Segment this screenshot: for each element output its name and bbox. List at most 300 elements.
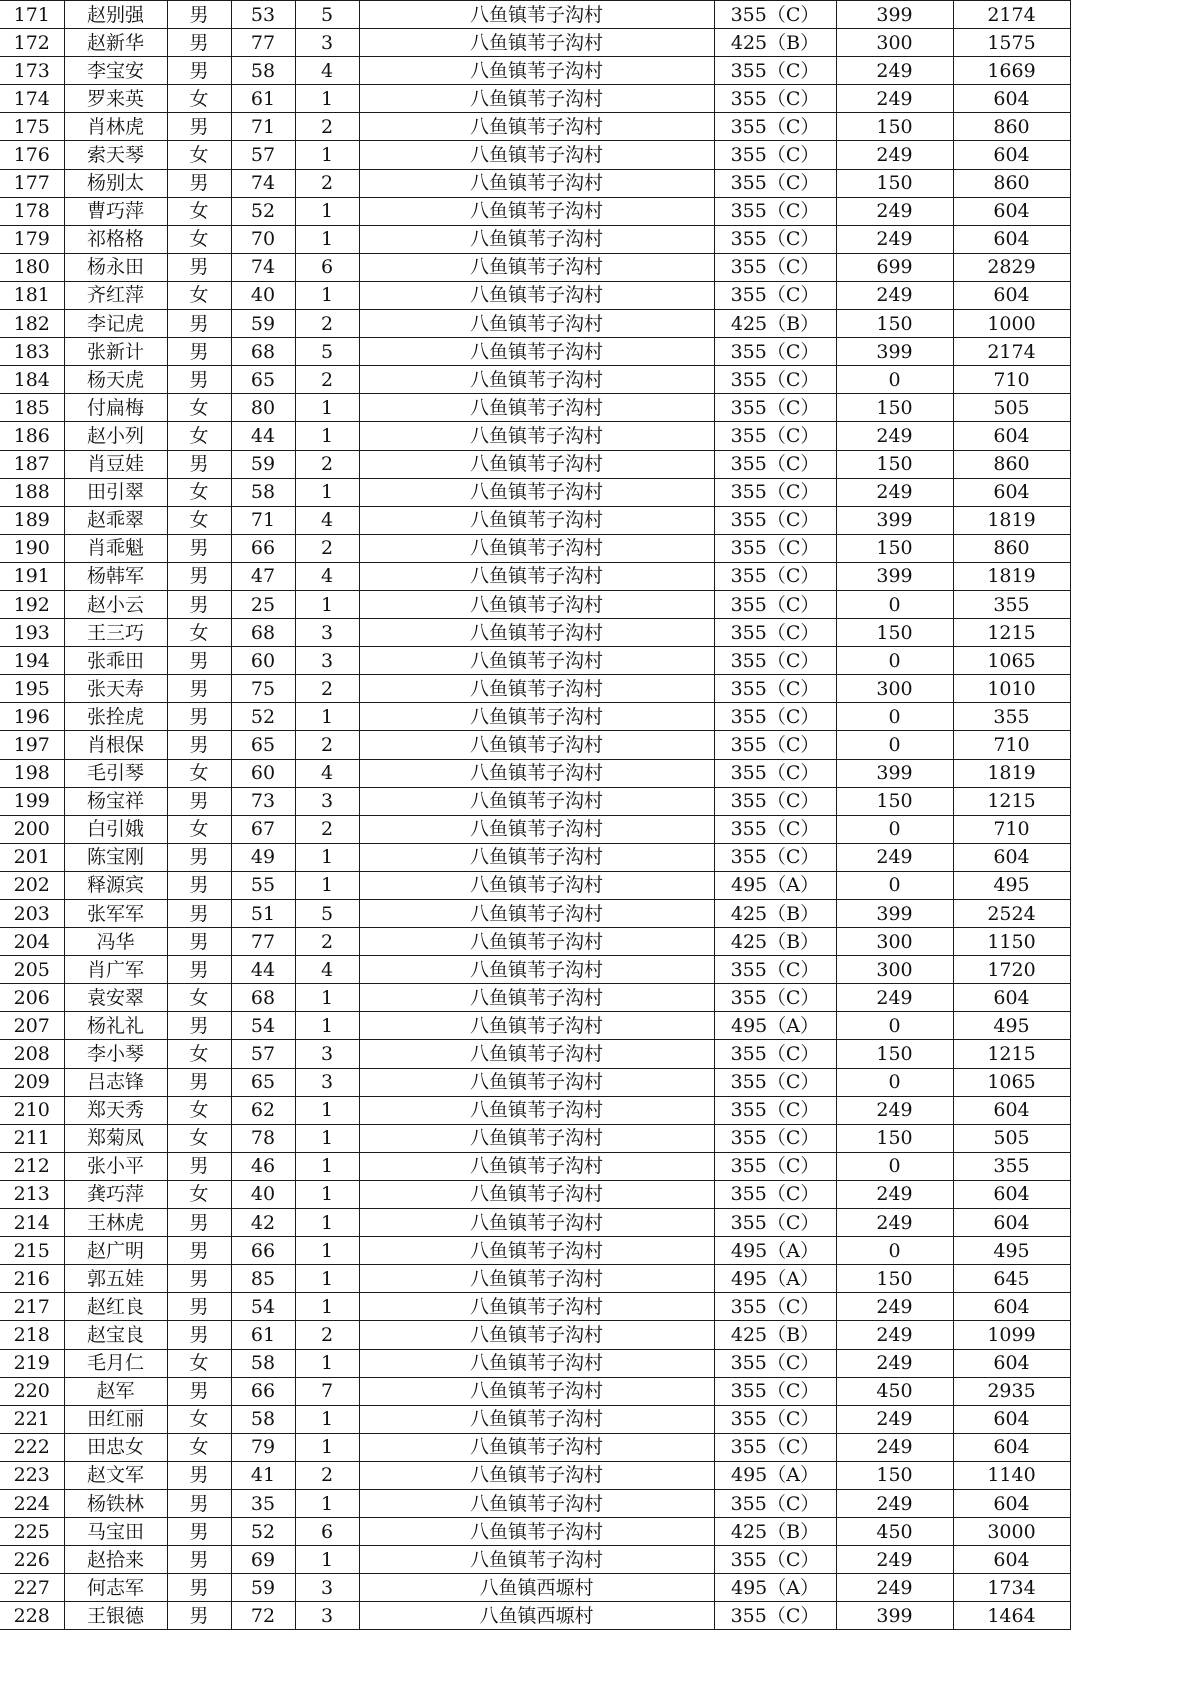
cell-person-name: 吕志锋 bbox=[64, 1068, 167, 1096]
cell-standard: 355（C） bbox=[714, 1040, 836, 1068]
cell-village: 八鱼镇苇子沟村 bbox=[359, 1180, 714, 1208]
cell-total: 1464 bbox=[953, 1602, 1070, 1630]
cell-person-name: 赵拾来 bbox=[64, 1546, 167, 1574]
cell-person-name: 赵广明 bbox=[64, 1237, 167, 1265]
cell-standard: 495（A） bbox=[714, 1461, 836, 1489]
cell-village: 八鱼镇苇子沟村 bbox=[359, 1096, 714, 1124]
cell-total: 710 bbox=[953, 366, 1070, 394]
cell-person-name: 赵军 bbox=[64, 1377, 167, 1405]
table-row bbox=[0, 1012, 1070, 1040]
cell-total: 1099 bbox=[953, 1321, 1070, 1349]
cell-supplement: 0 bbox=[836, 1152, 953, 1180]
cell-total: 604 bbox=[953, 1293, 1070, 1321]
cell-gender: 男 bbox=[167, 1265, 231, 1293]
cell-standard: 355（C） bbox=[714, 731, 836, 759]
cell-supplement: 150 bbox=[836, 394, 953, 422]
cell-standard: 355（C） bbox=[714, 1349, 836, 1377]
cell-supplement: 249 bbox=[836, 422, 953, 450]
cell-supplement: 0 bbox=[836, 731, 953, 759]
table-row bbox=[0, 1040, 1070, 1068]
table-row bbox=[0, 1096, 1070, 1124]
cell-standard: 355（C） bbox=[714, 113, 836, 141]
cell-village: 八鱼镇苇子沟村 bbox=[359, 1349, 714, 1377]
cell-total: 604 bbox=[953, 1096, 1070, 1124]
cell-total: 1215 bbox=[953, 787, 1070, 815]
cell-standard: 355（C） bbox=[714, 1546, 836, 1574]
cell-total: 604 bbox=[953, 1546, 1070, 1574]
cell-total: 2174 bbox=[953, 1, 1070, 29]
cell-total: 1819 bbox=[953, 562, 1070, 590]
cell-row-number: 206 bbox=[0, 984, 64, 1012]
cell-age: 58 bbox=[231, 478, 295, 506]
cell-supplement: 399 bbox=[836, 562, 953, 590]
table-row bbox=[0, 956, 1070, 984]
cell-row-number: 185 bbox=[0, 394, 64, 422]
cell-gender: 男 bbox=[167, 675, 231, 703]
cell-total: 1065 bbox=[953, 1068, 1070, 1096]
cell-village: 八鱼镇苇子沟村 bbox=[359, 871, 714, 899]
cell-gender: 男 bbox=[167, 647, 231, 675]
cell-age: 53 bbox=[231, 1, 295, 29]
cell-gender: 女 bbox=[167, 281, 231, 309]
cell-household-size: 1 bbox=[295, 1433, 359, 1461]
cell-standard: 355（C） bbox=[714, 1405, 836, 1433]
table-row bbox=[0, 1209, 1070, 1237]
cell-supplement: 150 bbox=[836, 1124, 953, 1152]
cell-person-name: 张乖田 bbox=[64, 647, 167, 675]
cell-row-number: 179 bbox=[0, 225, 64, 253]
cell-age: 58 bbox=[231, 1405, 295, 1433]
cell-supplement: 150 bbox=[836, 113, 953, 141]
cell-person-name: 赵小云 bbox=[64, 590, 167, 618]
table-row bbox=[0, 253, 1070, 281]
cell-gender: 男 bbox=[167, 1574, 231, 1602]
cell-person-name: 马宝田 bbox=[64, 1518, 167, 1546]
cell-household-size: 4 bbox=[295, 506, 359, 534]
table-row bbox=[0, 1321, 1070, 1349]
cell-village: 八鱼镇苇子沟村 bbox=[359, 1293, 714, 1321]
cell-village: 八鱼镇苇子沟村 bbox=[359, 1265, 714, 1293]
cell-village: 八鱼镇苇子沟村 bbox=[359, 281, 714, 309]
cell-row-number: 204 bbox=[0, 928, 64, 956]
cell-household-size: 2 bbox=[295, 815, 359, 843]
cell-total: 860 bbox=[953, 113, 1070, 141]
cell-supplement: 249 bbox=[836, 281, 953, 309]
cell-age: 66 bbox=[231, 1377, 295, 1405]
table-row bbox=[0, 703, 1070, 731]
cell-gender: 男 bbox=[167, 787, 231, 815]
cell-total: 604 bbox=[953, 225, 1070, 253]
cell-total: 604 bbox=[953, 1433, 1070, 1461]
cell-supplement: 0 bbox=[836, 1237, 953, 1265]
cell-row-number: 209 bbox=[0, 1068, 64, 1096]
cell-standard: 355（C） bbox=[714, 1068, 836, 1096]
cell-standard: 355（C） bbox=[714, 843, 836, 871]
cell-village: 八鱼镇苇子沟村 bbox=[359, 253, 714, 281]
cell-household-size: 3 bbox=[295, 29, 359, 57]
cell-supplement: 399 bbox=[836, 900, 953, 928]
table-row bbox=[0, 928, 1070, 956]
cell-row-number: 181 bbox=[0, 281, 64, 309]
cell-gender: 女 bbox=[167, 1124, 231, 1152]
cell-age: 66 bbox=[231, 1237, 295, 1265]
cell-standard: 355（C） bbox=[714, 506, 836, 534]
cell-household-size: 4 bbox=[295, 562, 359, 590]
cell-household-size: 1 bbox=[295, 1293, 359, 1321]
cell-gender: 男 bbox=[167, 871, 231, 899]
cell-village: 八鱼镇苇子沟村 bbox=[359, 1461, 714, 1489]
cell-age: 77 bbox=[231, 928, 295, 956]
cell-total: 1010 bbox=[953, 675, 1070, 703]
cell-village: 八鱼镇苇子沟村 bbox=[359, 1152, 714, 1180]
cell-row-number: 184 bbox=[0, 366, 64, 394]
cell-age: 52 bbox=[231, 197, 295, 225]
cell-standard: 355（C） bbox=[714, 394, 836, 422]
cell-household-size: 5 bbox=[295, 338, 359, 366]
cell-age: 46 bbox=[231, 1152, 295, 1180]
cell-person-name: 冯华 bbox=[64, 928, 167, 956]
cell-supplement: 249 bbox=[836, 843, 953, 871]
cell-age: 59 bbox=[231, 450, 295, 478]
cell-supplement: 249 bbox=[836, 984, 953, 1012]
cell-household-size: 3 bbox=[295, 619, 359, 647]
cell-supplement: 249 bbox=[836, 1096, 953, 1124]
cell-household-size: 1 bbox=[295, 843, 359, 871]
cell-person-name: 杨天虎 bbox=[64, 366, 167, 394]
cell-row-number: 201 bbox=[0, 843, 64, 871]
cell-standard: 355（C） bbox=[714, 647, 836, 675]
cell-gender: 女 bbox=[167, 85, 231, 113]
cell-village: 八鱼镇苇子沟村 bbox=[359, 843, 714, 871]
cell-total: 604 bbox=[953, 422, 1070, 450]
cell-standard: 355（C） bbox=[714, 759, 836, 787]
cell-standard: 355（C） bbox=[714, 450, 836, 478]
cell-total: 604 bbox=[953, 843, 1070, 871]
cell-gender: 男 bbox=[167, 703, 231, 731]
cell-age: 25 bbox=[231, 590, 295, 618]
cell-household-size: 2 bbox=[295, 1321, 359, 1349]
cell-village: 八鱼镇苇子沟村 bbox=[359, 1237, 714, 1265]
cell-village: 八鱼镇苇子沟村 bbox=[359, 169, 714, 197]
table-row bbox=[0, 506, 1070, 534]
table-row bbox=[0, 85, 1070, 113]
cell-row-number: 205 bbox=[0, 956, 64, 984]
cell-person-name: 郭五娃 bbox=[64, 1265, 167, 1293]
cell-standard: 425（B） bbox=[714, 900, 836, 928]
cell-household-size: 1 bbox=[295, 1405, 359, 1433]
cell-household-size: 1 bbox=[295, 1012, 359, 1040]
cell-person-name: 释源宾 bbox=[64, 871, 167, 899]
cell-person-name: 何志军 bbox=[64, 1574, 167, 1602]
cell-age: 69 bbox=[231, 1546, 295, 1574]
cell-total: 355 bbox=[953, 590, 1070, 618]
cell-standard: 425（B） bbox=[714, 29, 836, 57]
cell-age: 75 bbox=[231, 675, 295, 703]
cell-gender: 男 bbox=[167, 843, 231, 871]
table-row bbox=[0, 1152, 1070, 1180]
cell-person-name: 肖乖魁 bbox=[64, 534, 167, 562]
table-row bbox=[0, 225, 1070, 253]
cell-row-number: 173 bbox=[0, 57, 64, 85]
cell-age: 77 bbox=[231, 29, 295, 57]
cell-household-size: 5 bbox=[295, 900, 359, 928]
cell-standard: 355（C） bbox=[714, 281, 836, 309]
cell-supplement: 450 bbox=[836, 1518, 953, 1546]
cell-age: 74 bbox=[231, 169, 295, 197]
cell-person-name: 杨韩军 bbox=[64, 562, 167, 590]
cell-age: 49 bbox=[231, 843, 295, 871]
cell-village: 八鱼镇苇子沟村 bbox=[359, 1068, 714, 1096]
cell-household-size: 2 bbox=[295, 731, 359, 759]
cell-supplement: 150 bbox=[836, 619, 953, 647]
cell-village: 八鱼镇苇子沟村 bbox=[359, 619, 714, 647]
cell-village: 八鱼镇苇子沟村 bbox=[359, 534, 714, 562]
cell-household-size: 1 bbox=[295, 1237, 359, 1265]
cell-total: 604 bbox=[953, 1405, 1070, 1433]
cell-row-number: 190 bbox=[0, 534, 64, 562]
cell-gender: 女 bbox=[167, 478, 231, 506]
cell-household-size: 3 bbox=[295, 787, 359, 815]
cell-village: 八鱼镇苇子沟村 bbox=[359, 731, 714, 759]
cell-standard: 425（B） bbox=[714, 928, 836, 956]
cell-total: 645 bbox=[953, 1265, 1070, 1293]
table-row bbox=[0, 478, 1070, 506]
cell-household-size: 2 bbox=[295, 113, 359, 141]
cell-person-name: 张拴虎 bbox=[64, 703, 167, 731]
cell-standard: 355（C） bbox=[714, 197, 836, 225]
cell-row-number: 220 bbox=[0, 1377, 64, 1405]
cell-village: 八鱼镇西塬村 bbox=[359, 1574, 714, 1602]
cell-village: 八鱼镇苇子沟村 bbox=[359, 1012, 714, 1040]
table-row bbox=[0, 1461, 1070, 1489]
cell-gender: 女 bbox=[167, 197, 231, 225]
cell-total: 1150 bbox=[953, 928, 1070, 956]
cell-standard: 355（C） bbox=[714, 141, 836, 169]
cell-person-name: 龚巧萍 bbox=[64, 1180, 167, 1208]
cell-supplement: 249 bbox=[836, 1180, 953, 1208]
cell-gender: 男 bbox=[167, 113, 231, 141]
cell-village: 八鱼镇苇子沟村 bbox=[359, 703, 714, 731]
cell-person-name: 张新计 bbox=[64, 338, 167, 366]
cell-total: 1669 bbox=[953, 57, 1070, 85]
cell-village: 八鱼镇苇子沟村 bbox=[359, 1377, 714, 1405]
cell-gender: 男 bbox=[167, 1602, 231, 1630]
cell-gender: 男 bbox=[167, 534, 231, 562]
cell-row-number: 222 bbox=[0, 1433, 64, 1461]
cell-age: 57 bbox=[231, 1040, 295, 1068]
cell-gender: 男 bbox=[167, 956, 231, 984]
cell-row-number: 172 bbox=[0, 29, 64, 57]
cell-standard: 355（C） bbox=[714, 562, 836, 590]
cell-person-name: 赵别强 bbox=[64, 1, 167, 29]
cell-age: 54 bbox=[231, 1012, 295, 1040]
cell-row-number: 212 bbox=[0, 1152, 64, 1180]
cell-supplement: 249 bbox=[836, 1489, 953, 1517]
cell-supplement: 399 bbox=[836, 338, 953, 366]
cell-standard: 355（C） bbox=[714, 1377, 836, 1405]
cell-total: 604 bbox=[953, 478, 1070, 506]
cell-age: 62 bbox=[231, 1096, 295, 1124]
cell-person-name: 杨永田 bbox=[64, 253, 167, 281]
table-row bbox=[0, 1518, 1070, 1546]
cell-supplement: 450 bbox=[836, 1377, 953, 1405]
cell-gender: 男 bbox=[167, 1068, 231, 1096]
cell-household-size: 1 bbox=[295, 1489, 359, 1517]
cell-row-number: 180 bbox=[0, 253, 64, 281]
cell-age: 40 bbox=[231, 281, 295, 309]
cell-row-number: 194 bbox=[0, 647, 64, 675]
cell-row-number: 215 bbox=[0, 1237, 64, 1265]
cell-total: 495 bbox=[953, 1237, 1070, 1265]
cell-row-number: 200 bbox=[0, 815, 64, 843]
cell-total: 1065 bbox=[953, 647, 1070, 675]
cell-village: 八鱼镇苇子沟村 bbox=[359, 647, 714, 675]
cell-row-number: 171 bbox=[0, 1, 64, 29]
cell-person-name: 索天琴 bbox=[64, 141, 167, 169]
cell-village: 八鱼镇苇子沟村 bbox=[359, 1518, 714, 1546]
table-row bbox=[0, 1602, 1070, 1630]
table-row bbox=[0, 787, 1070, 815]
table-row bbox=[0, 57, 1070, 85]
cell-person-name: 毛引琴 bbox=[64, 759, 167, 787]
cell-person-name: 白引娥 bbox=[64, 815, 167, 843]
cell-household-size: 2 bbox=[295, 450, 359, 478]
cell-total: 860 bbox=[953, 450, 1070, 478]
cell-supplement: 249 bbox=[836, 1321, 953, 1349]
cell-total: 1215 bbox=[953, 619, 1070, 647]
cell-household-size: 1 bbox=[295, 85, 359, 113]
cell-gender: 女 bbox=[167, 506, 231, 534]
cell-village: 八鱼镇苇子沟村 bbox=[359, 366, 714, 394]
cell-gender: 男 bbox=[167, 29, 231, 57]
cell-total: 604 bbox=[953, 1209, 1070, 1237]
cell-row-number: 202 bbox=[0, 871, 64, 899]
cell-household-size: 1 bbox=[295, 1096, 359, 1124]
cell-person-name: 张军军 bbox=[64, 900, 167, 928]
cell-total: 495 bbox=[953, 871, 1070, 899]
table-row bbox=[0, 562, 1070, 590]
cell-village: 八鱼镇苇子沟村 bbox=[359, 815, 714, 843]
cell-village: 八鱼镇苇子沟村 bbox=[359, 956, 714, 984]
cell-village: 八鱼镇苇子沟村 bbox=[359, 1124, 714, 1152]
cell-total: 355 bbox=[953, 703, 1070, 731]
cell-total: 604 bbox=[953, 141, 1070, 169]
cell-supplement: 300 bbox=[836, 29, 953, 57]
cell-total: 505 bbox=[953, 1124, 1070, 1152]
cell-gender: 男 bbox=[167, 1461, 231, 1489]
cell-age: 65 bbox=[231, 731, 295, 759]
cell-standard: 355（C） bbox=[714, 1293, 836, 1321]
cell-total: 604 bbox=[953, 1489, 1070, 1517]
table-row bbox=[0, 843, 1070, 871]
cell-village: 八鱼镇苇子沟村 bbox=[359, 29, 714, 57]
cell-total: 604 bbox=[953, 1180, 1070, 1208]
cell-age: 72 bbox=[231, 1602, 295, 1630]
cell-total: 2829 bbox=[953, 253, 1070, 281]
cell-village: 八鱼镇苇子沟村 bbox=[359, 197, 714, 225]
cell-age: 60 bbox=[231, 759, 295, 787]
cell-village: 八鱼镇苇子沟村 bbox=[359, 984, 714, 1012]
cell-age: 58 bbox=[231, 1349, 295, 1377]
cell-gender: 女 bbox=[167, 394, 231, 422]
cell-total: 1734 bbox=[953, 1574, 1070, 1602]
cell-row-number: 178 bbox=[0, 197, 64, 225]
cell-village: 八鱼镇西塬村 bbox=[359, 1602, 714, 1630]
cell-row-number: 198 bbox=[0, 759, 64, 787]
cell-gender: 男 bbox=[167, 1518, 231, 1546]
cell-person-name: 曹巧萍 bbox=[64, 197, 167, 225]
cell-age: 35 bbox=[231, 1489, 295, 1517]
cell-village: 八鱼镇苇子沟村 bbox=[359, 394, 714, 422]
cell-household-size: 4 bbox=[295, 759, 359, 787]
cell-age: 74 bbox=[231, 253, 295, 281]
cell-age: 65 bbox=[231, 1068, 295, 1096]
cell-person-name: 肖根保 bbox=[64, 731, 167, 759]
cell-standard: 355（C） bbox=[714, 1, 836, 29]
cell-standard: 355（C） bbox=[714, 1209, 836, 1237]
cell-standard: 355（C） bbox=[714, 984, 836, 1012]
cell-household-size: 1 bbox=[295, 1209, 359, 1237]
cell-village: 八鱼镇苇子沟村 bbox=[359, 225, 714, 253]
cell-supplement: 0 bbox=[836, 1068, 953, 1096]
cell-gender: 男 bbox=[167, 366, 231, 394]
table-row bbox=[0, 338, 1070, 366]
cell-village: 八鱼镇苇子沟村 bbox=[359, 759, 714, 787]
cell-person-name: 王银德 bbox=[64, 1602, 167, 1630]
cell-standard: 355（C） bbox=[714, 703, 836, 731]
table-row bbox=[0, 281, 1070, 309]
cell-age: 61 bbox=[231, 1321, 295, 1349]
cell-household-size: 5 bbox=[295, 1, 359, 29]
cell-household-size: 4 bbox=[295, 956, 359, 984]
cell-village: 八鱼镇苇子沟村 bbox=[359, 1489, 714, 1517]
table-row bbox=[0, 1489, 1070, 1517]
cell-age: 70 bbox=[231, 225, 295, 253]
cell-gender: 男 bbox=[167, 562, 231, 590]
cell-household-size: 2 bbox=[295, 1461, 359, 1489]
cell-total: 604 bbox=[953, 1349, 1070, 1377]
cell-gender: 男 bbox=[167, 1321, 231, 1349]
cell-village: 八鱼镇苇子沟村 bbox=[359, 675, 714, 703]
cell-supplement: 699 bbox=[836, 253, 953, 281]
cell-supplement: 399 bbox=[836, 1602, 953, 1630]
cell-gender: 男 bbox=[167, 57, 231, 85]
cell-household-size: 2 bbox=[295, 675, 359, 703]
cell-supplement: 249 bbox=[836, 57, 953, 85]
cell-person-name: 田红丽 bbox=[64, 1405, 167, 1433]
cell-gender: 女 bbox=[167, 619, 231, 647]
cell-total: 1140 bbox=[953, 1461, 1070, 1489]
cell-village: 八鱼镇苇子沟村 bbox=[359, 338, 714, 366]
cell-gender: 男 bbox=[167, 1546, 231, 1574]
cell-row-number: 217 bbox=[0, 1293, 64, 1321]
table-row bbox=[0, 1433, 1070, 1461]
table-row bbox=[0, 815, 1070, 843]
cell-supplement: 300 bbox=[836, 956, 953, 984]
cell-gender: 男 bbox=[167, 450, 231, 478]
cell-total: 1215 bbox=[953, 1040, 1070, 1068]
table-row bbox=[0, 647, 1070, 675]
table-row bbox=[0, 310, 1070, 338]
cell-village: 八鱼镇苇子沟村 bbox=[359, 1, 714, 29]
cell-village: 八鱼镇苇子沟村 bbox=[359, 422, 714, 450]
table-row bbox=[0, 1265, 1070, 1293]
cell-row-number: 193 bbox=[0, 619, 64, 647]
cell-age: 58 bbox=[231, 57, 295, 85]
cell-total: 710 bbox=[953, 731, 1070, 759]
cell-gender: 女 bbox=[167, 759, 231, 787]
cell-gender: 男 bbox=[167, 731, 231, 759]
